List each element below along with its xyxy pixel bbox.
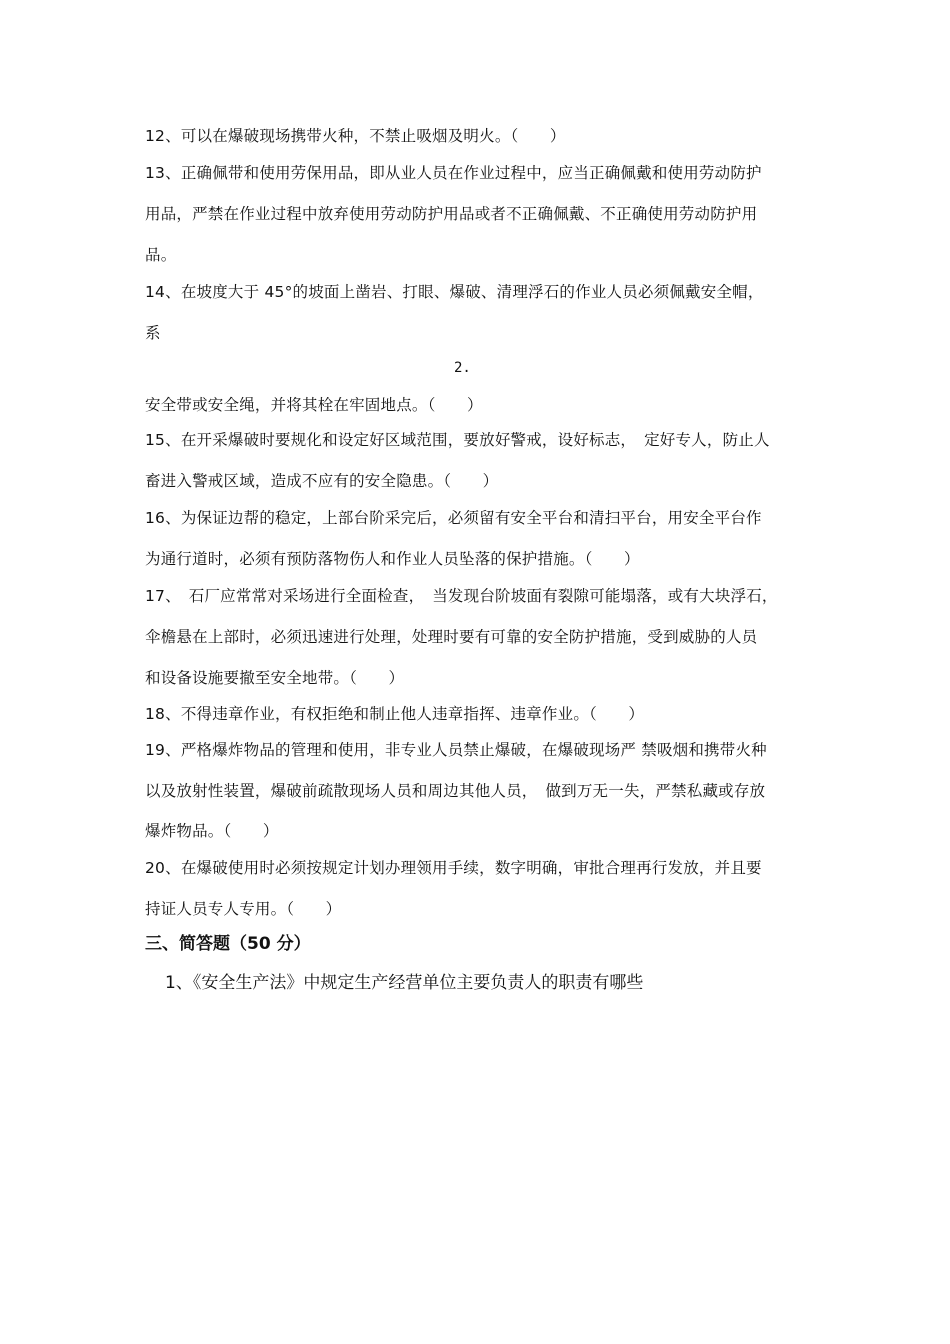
question-17-line-1: 17、 石厂应常常对采场进行全面检查， 当发现台阶坡面有裂隙可能塌落，或有大块浮石， xyxy=(145,587,778,605)
question-20-line-2: 持证人员专人专用。（ ） xyxy=(145,900,342,918)
question-14-line-1: 14、在坡度大于 45°的坡面上凿岩、打眼、爆破、清理浮石的作业人员必须佩戴安全帽， xyxy=(145,283,764,301)
question-15-line-2: 畜进入警戒区域，造成不应有的安全隐患。（ ） xyxy=(145,472,499,490)
question-19-line-1: 19、严格爆炸物品的管理和使用，非专业人员禁止爆破，在爆破现场严 禁吸烟和携带火种 xyxy=(145,741,767,759)
question-17-line-3: 和设备设施要撤至安全地带。（ ） xyxy=(145,669,405,687)
question-14-line-3: 安全带或安全绳，并将其栓在牢固地点。（ ） xyxy=(145,396,483,414)
question-13-line-2: 用品，严禁在作业过程中放弃使用劳动防护用品或者不正确佩戴、不正确使用劳动防护用 xyxy=(145,205,758,223)
question-16-line-1: 16、为保证边帮的稳定，上部台阶采完后，必须留有安全平台和清扫平台，用安全平台作 xyxy=(145,509,762,527)
question-12: 12、可以在爆破现场携带火种，不禁止吸烟及明火。（ ） xyxy=(145,127,566,145)
question-20-line-1: 20、在爆破使用时必须按规定计划办理领用手续，数字明确，审批合理再行发放，并且要 xyxy=(145,859,762,877)
section-title: 三、简答题（50 分） xyxy=(145,934,311,954)
question-16-line-2: 为通行道时，必须有预防落物伤人和作业人员坠落的保护措施。（ ） xyxy=(145,550,640,568)
question-17-line-2: 伞檐悬在上部时，必须迅速进行处理，处理时要有可靠的安全防护措施，受到威胁的人员 xyxy=(145,628,758,646)
question-14-line-2: 系 xyxy=(145,324,161,342)
short-answer-question-1: 1、《安全生产法》中规定生产经营单位主要负责人的职责有哪些 xyxy=(165,973,644,993)
question-18: 18、不得违章作业，有权拒绝和制止他人违章指挥、违章作业。（ ） xyxy=(145,705,645,723)
question-15-line-1: 15、在开采爆破时要规化和设定好区域范围，要放好警戒，设好标志， 定好专人，防止人 xyxy=(145,431,770,449)
question-13-line-3: 品。 xyxy=(145,246,177,264)
question-19-line-3: 爆炸物品。（ ） xyxy=(145,822,279,840)
page-number: 2. xyxy=(454,360,471,376)
question-19-line-2: 以及放射性装置，爆破前疏散现场人员和周边其他人员， 做到万无一失，严禁私藏或存放 xyxy=(145,782,766,800)
question-13-line-1: 13、正确佩带和使用劳保用品，即从业人员在作业过程中，应当正确佩戴和使用劳动防护 xyxy=(145,164,762,182)
